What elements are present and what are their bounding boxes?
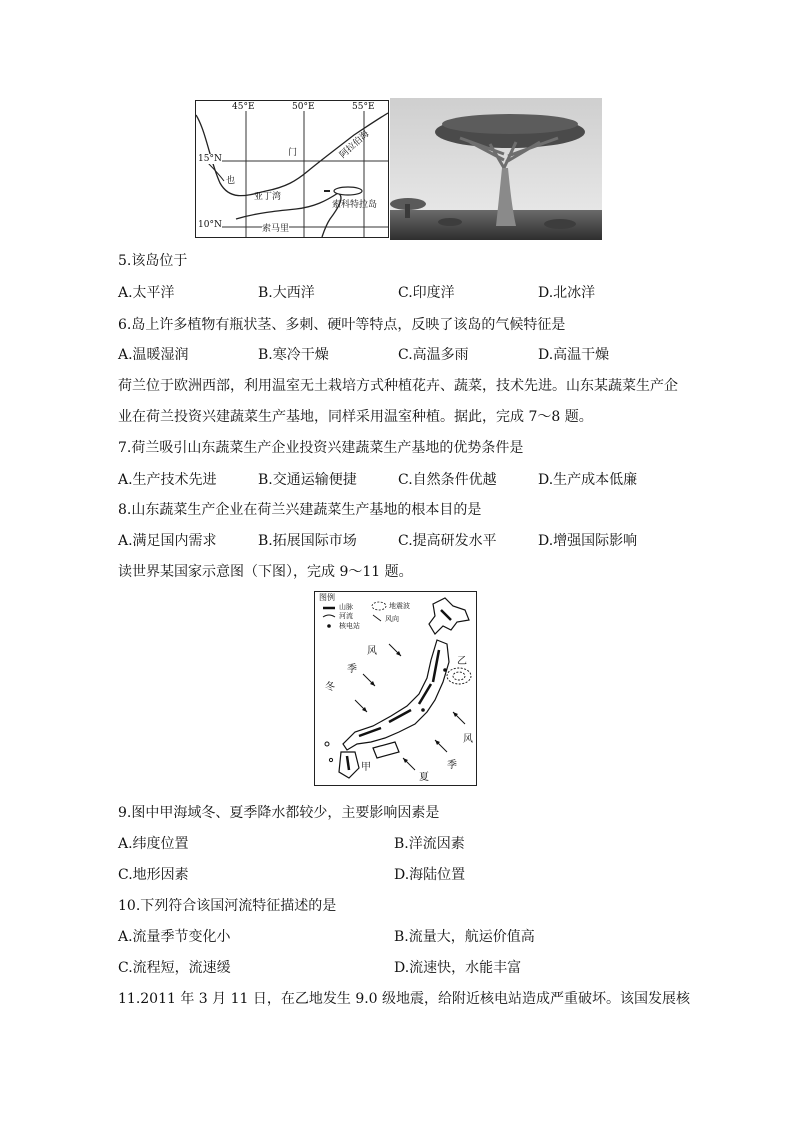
q5-option-b: B.大西洋 <box>258 285 315 301</box>
q6-option-b: B.寒冷干燥 <box>258 347 329 363</box>
legend-wind-direction: 风向 <box>385 615 399 623</box>
lon-label-55: 55°E <box>352 102 375 112</box>
question-8-stem: 8.山东蔬菜生产企业在荷兰兴建蔬菜生产基地的根本目的是 <box>118 502 482 518</box>
label-socotra: 索科特拉岛 <box>332 200 378 210</box>
q5-option-a: A.太平洋 <box>118 285 175 301</box>
q7-option-c: C.自然条件优越 <box>398 472 497 488</box>
q8-option-b: B.拓展国际市场 <box>258 533 357 549</box>
dragon-tree-image <box>390 98 602 240</box>
legend-river: 河流 <box>339 612 353 620</box>
lat-label-15: 15°N <box>198 154 222 164</box>
question-7-stem: 7.荷兰吸引山东蔬菜生产企业投资兴建蔬菜生产基地的优势条件是 <box>118 440 524 456</box>
q7-option-a: A.生产技术先进 <box>118 472 217 488</box>
q10-option-b: B.流量大，航运价值高 <box>394 929 535 945</box>
q8-option-c: C.提高研发水平 <box>398 533 497 549</box>
q10-option-a: A.流量季节变化小 <box>118 929 231 945</box>
label-yi: 乙 <box>457 656 467 667</box>
dragon-tree-photo <box>390 98 602 240</box>
q8-option-a: A.满足国内需求 <box>118 533 217 549</box>
label-ji-1: 季 <box>347 664 357 675</box>
q6-option-d: D.高温干燥 <box>538 347 610 363</box>
intro-9-11: 读世界某国家示意图（下图），完成 9～11 题。 <box>118 564 413 580</box>
q9-option-c: C.地形因素 <box>118 867 189 883</box>
question-10-stem: 10.下列符合该国河流特征描述的是 <box>118 898 337 914</box>
label-men: 门 <box>288 148 298 158</box>
passage-line-1: 荷兰位于欧洲西部，利用温室无土栽培方式种植花卉、蔬菜，技术先进。山东某蔬菜生产企 <box>118 378 678 394</box>
label-ji-2: 季 <box>447 760 457 771</box>
socotra-map <box>195 100 389 238</box>
label-jia: 甲 <box>361 762 371 773</box>
q9-option-a: A.纬度位置 <box>118 836 189 852</box>
label-arabian-sea: 阿拉伯海 <box>338 129 372 161</box>
question-6-stem: 6.岛上许多植物有瓶状茎、多刺、硬叶等特点，反映了该岛的气候特征是 <box>118 317 566 333</box>
legend-title: 图例 <box>319 593 335 602</box>
japan-map <box>314 591 477 786</box>
question-9-stem: 9.图中甲海域冬、夏季降水都较少，主要影响因素是 <box>118 805 440 821</box>
lat-label-10: 10°N <box>198 220 222 230</box>
q5-option-c: C.印度洋 <box>398 285 455 301</box>
q7-option-d: D.生产成本低廉 <box>538 472 638 488</box>
legend-nuclear-plant: 核电站 <box>339 622 360 630</box>
q9-option-d: D.海陆位置 <box>394 867 466 883</box>
label-ye: 也 <box>226 176 236 186</box>
question-5-stem: 5.该岛位于 <box>118 253 188 269</box>
label-xia: 夏 <box>419 772 429 783</box>
q10-option-d: D.流速快，水能丰富 <box>394 960 522 976</box>
question-11-stem: 11.2011 年 3 月 11 日，在乙地发生 9.0 级地震，给附近核电站造成严重破坏。该国发展核 <box>118 991 691 1007</box>
label-gulf-of-aden: 亚丁湾 <box>254 192 282 202</box>
label-feng-1: 风 <box>367 646 377 657</box>
q5-option-d: D.北冰洋 <box>538 285 596 301</box>
label-dong: 冬 <box>325 682 335 693</box>
q9-option-b: B.洋流因素 <box>394 836 465 852</box>
q10-option-c: C.流程短，流速缓 <box>118 960 231 976</box>
lon-label-45: 45°E <box>232 102 255 112</box>
label-somalia: 索马里 <box>262 221 289 234</box>
label-feng-2: 风 <box>463 734 473 745</box>
legend-mountain: 山脉 <box>339 603 353 611</box>
q6-option-c: C.高温多雨 <box>398 347 469 363</box>
lon-label-50: 50°E <box>292 102 315 112</box>
q6-option-a: A.温暖湿润 <box>118 347 189 363</box>
q7-option-b: B.交通运输便捷 <box>258 472 357 488</box>
q8-option-d: D.增强国际影响 <box>538 533 638 549</box>
legend-seismic-wave: 地震波 <box>389 602 410 610</box>
passage-line-2: 业在荷兰投资兴建蔬菜生产基地，同样采用温室种植。据此，完成 7～8 题。 <box>118 409 593 425</box>
socotra-map-drawing <box>196 101 388 237</box>
